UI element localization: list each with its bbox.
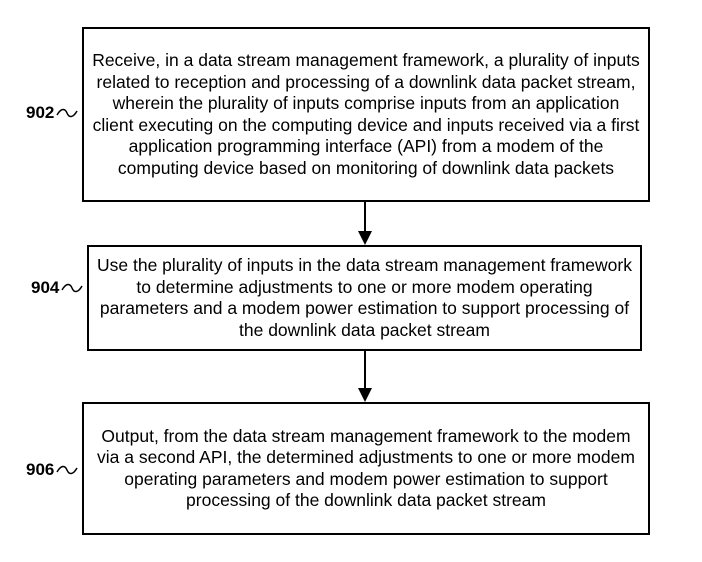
down-arrow-icon bbox=[356, 351, 374, 402]
down-arrow-icon bbox=[356, 202, 374, 245]
step-number-902: 902 bbox=[26, 103, 55, 122]
step-text-904: Use the plurality of inputs in the data stream management framework to determine adjustments to one or more modem operating parameters and a modem power estimation to support processing of the downlink data packet stream bbox=[97, 255, 632, 340]
step-number-904: 904 bbox=[31, 278, 60, 297]
tilde-leader-icon bbox=[61, 282, 83, 294]
step-label-904 bbox=[31, 278, 83, 298]
step-label-902 bbox=[26, 103, 78, 123]
flow-step-box-906 bbox=[82, 402, 650, 535]
tilde-leader-icon bbox=[56, 464, 78, 476]
flow-step-box-904 bbox=[87, 245, 642, 351]
step-text-902: Receive, in a data stream management framework, a plurality of inputs related to reception and processing of a downlink data packet stream, wherein the plurality of inputs comprise inputs from an application client executing on the computing device and inputs received via a first application programming interface (API) from a modem of the computing device based on monitoring of downlink data packets bbox=[92, 50, 640, 178]
step-text-906: Output, from the data stream management framework to the modem via a second API, the determined adjustments to one or more modem operating parameters and modem power estimation to support processing of the downlink data packet stream bbox=[97, 425, 635, 510]
flow-step-box-902 bbox=[82, 27, 650, 202]
step-number-906: 906 bbox=[26, 460, 55, 479]
tilde-leader-icon bbox=[56, 107, 78, 119]
step-label-906 bbox=[26, 460, 78, 480]
